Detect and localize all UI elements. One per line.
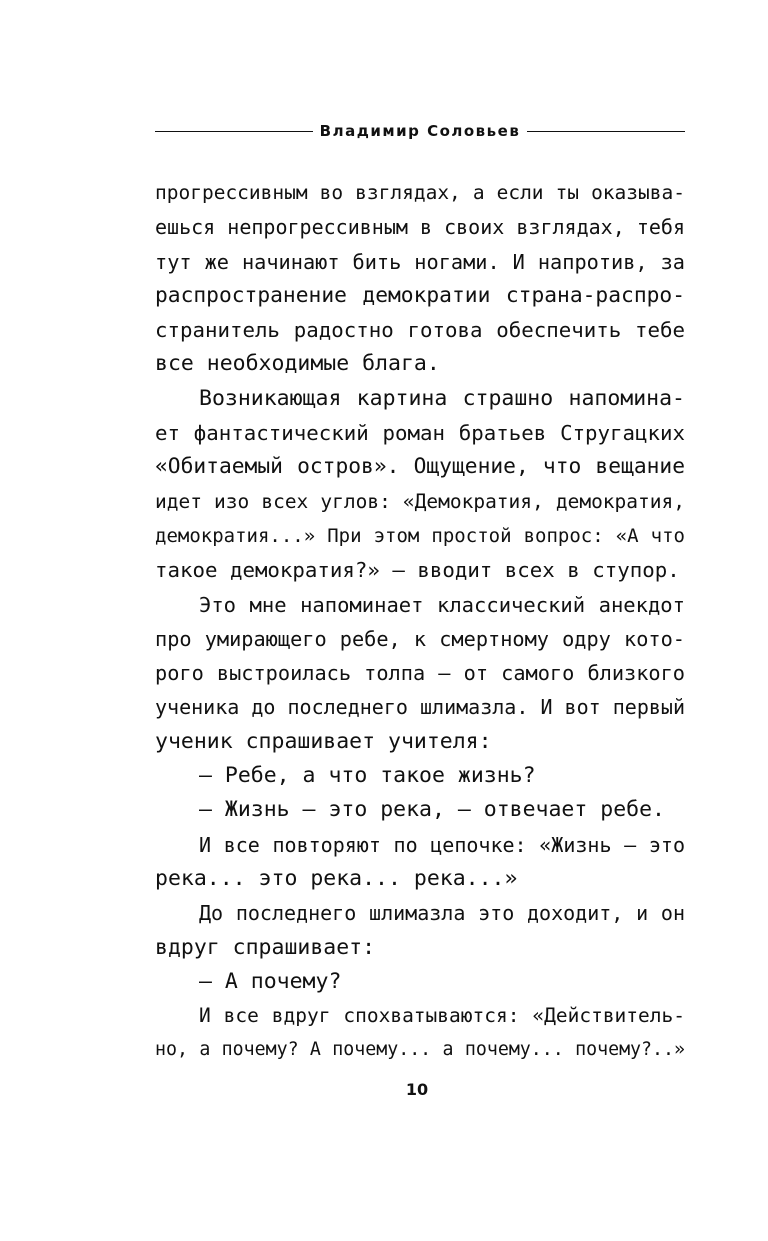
text-line: распространение демократии страна-распро-: [155, 282, 685, 308]
running-header: [155, 120, 685, 142]
text-line: идет изо всех углов: «Демократия, демократия,: [155, 489, 685, 513]
text-line: такое демократия?» — вводит всех в ступор.: [155, 558, 680, 583]
text-line: прогрессивным во взглядах, а если ты оказыва-: [155, 181, 685, 204]
text-line: — Жизнь — это река, — отвечает ребе.: [199, 797, 665, 823]
text-line: ученик спрашивает учителя:: [155, 728, 492, 754]
text-line: про умирающего ребе, к смертному одру кото-: [155, 626, 685, 651]
text-line: «Обитаемый остров». Ощущение, что вещание: [155, 454, 685, 480]
text-line: Это мне напоминает классический анекдот: [199, 592, 685, 617]
text-line: — Ребе, а что такое жизнь?: [199, 763, 536, 789]
text-line: ученика до последнего шлимазла. И вот первый: [155, 695, 685, 720]
text-line: все необходимые блага.: [155, 351, 440, 377]
text-line: рого выстроилась толпа — от самого близкого: [155, 661, 685, 686]
author-name: Владимир Соловьев: [319, 122, 521, 140]
text-line: И все вдруг спохватываются: «Действитель-: [199, 1004, 685, 1028]
text-line: — А почему?: [199, 968, 342, 994]
body-text: [155, 176, 685, 1068]
text-line: демократия...» При этом простой вопрос: «А что: [155, 524, 685, 547]
text-line: ет фантастический роман братьев Стругацких: [155, 421, 685, 446]
header-rule-left: [155, 131, 313, 132]
text-line: тут же начинают бить ногами. И напротив, за: [155, 249, 685, 274]
text-line: Возникающая картина страшно напомина-: [199, 385, 685, 411]
text-line: До последнего шлимазла это доходит, и он: [199, 901, 685, 926]
page-number: 10: [405, 1080, 429, 1099]
text-line: река... это река... река...»: [155, 865, 518, 891]
header-rule-right: [527, 131, 685, 132]
text-line: вдруг спрашивает:: [155, 934, 376, 960]
text-line: но, а почему? А почему... а почему... почему?..»: [155, 1039, 685, 1061]
text-line: ешься непрогрессивным в своих взглядах, тебя: [155, 215, 685, 240]
text-line: странитель радостно готова обеспечить тебе: [155, 318, 685, 343]
text-line: И все повторяют по цепочке: «Жизнь — это: [199, 832, 685, 857]
